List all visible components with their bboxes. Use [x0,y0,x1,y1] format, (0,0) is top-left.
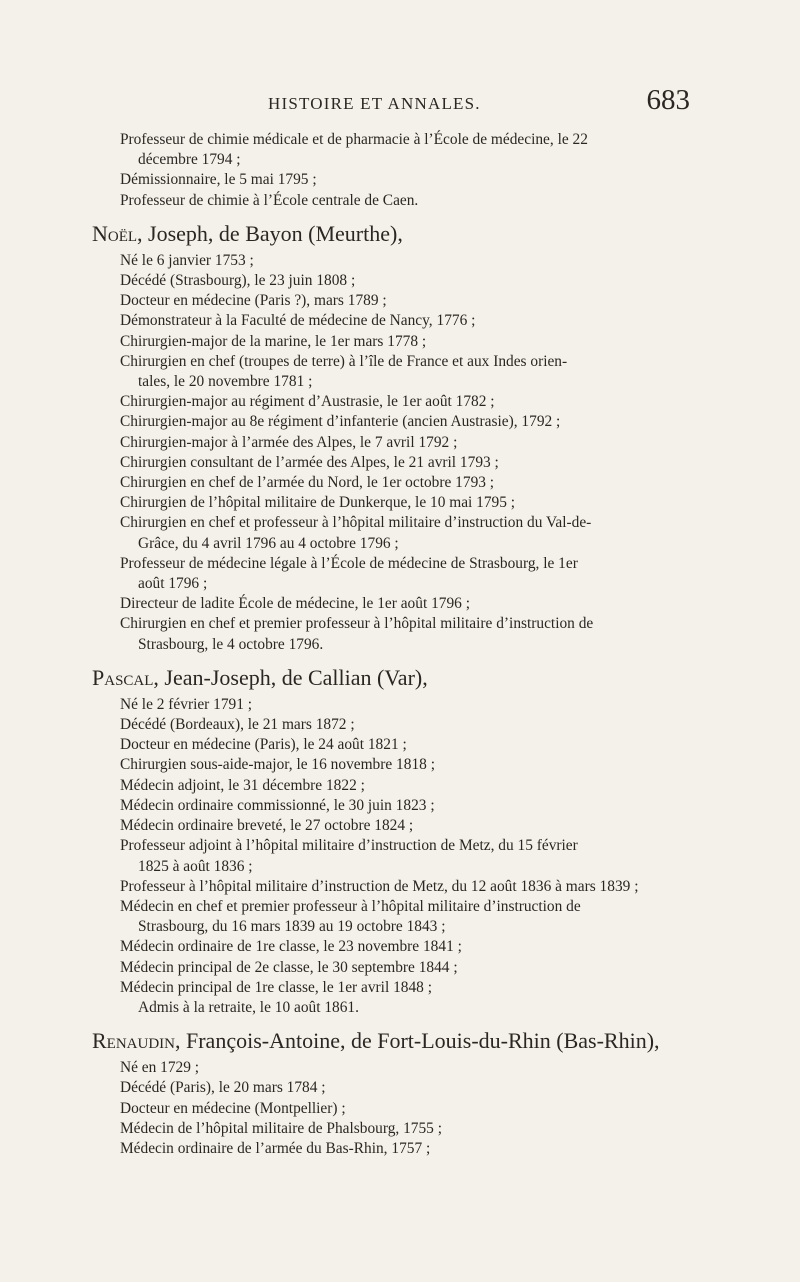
entry-surname: Noël [92,220,138,246]
text-line: Chirurgien-major de la marine, le 1er mars 1778 ; [120,332,427,350]
text-line: Admis à la retraite, le 10 août 1861. [138,998,359,1016]
text-line: Chirurgien-major au régiment d’Austrasie, le 1er août 1782 ; [120,393,495,411]
page-header [120,84,690,120]
text-line: Professeur de chimie médicale et de pharmacie à l’École de médecine, le 22 [120,131,588,148]
text-line: Chirurgien en chef de l’armée du Nord, le 1er octobre 1793 ; [120,474,495,492]
text-line: Né le 6 janvier 1753 ; [120,251,254,269]
text-line: Chirurgien-major au 8e régiment d’infanterie (ancien Austrasie), 1792 ; [120,413,561,431]
entry-heading [92,221,690,247]
text-line: août 1796 ; [138,575,208,593]
biography-entry [92,221,690,655]
text-line: 1825 à août 1836 ; [138,857,253,875]
entry-heading [92,1028,690,1054]
text-line: Directeur de ladite École de médecine, le 1er août 1796 ; [120,595,470,613]
text-line: Médecin ordinaire commissionné, le 30 juin 1823 ; [120,796,435,814]
text-line: Professeur à l’hôpital militaire d’instruction de Metz, du 12 août 1836 à mars 1839 ; [120,877,639,895]
text-line: Médecin en chef et premier professeur à l’hôpital militaire d’instruction de [120,897,581,915]
text-line: Professeur adjoint à l’hôpital militaire d’instruction de Metz, du 15 février [120,837,578,855]
text-line: Né le 2 février 1791 ; [120,695,253,713]
text-line: Docteur en médecine (Paris), le 24 août 1821 ; [120,736,407,754]
text-line: Strasbourg, du 16 mars 1839 au 19 octobre 1843 ; [138,918,446,936]
text-line: Médecin adjoint, le 31 décembre 1822 ; [120,776,365,794]
text-line: Médecin ordinaire de l’armée du Bas-Rhin, 1757 ; [120,1139,431,1157]
running-title: HISTOIRE ET ANNALES. [268,94,481,113]
entry-heading [92,665,690,691]
text-line: Chirurgien en chef et premier professeur à l’hôpital militaire d’instruction de [120,615,594,633]
text-line: Chirurgien en chef et professeur à l’hôpital militaire d’instruction du Val-de- [120,514,592,532]
text-line: Décédé (Paris), le 20 mars 1784 ; [120,1079,326,1097]
text-line: Né en 1729 ; [120,1059,200,1077]
entry-origin: , Joseph, de Bayon (Meurthe), [137,220,403,246]
entry-surname: Pascal [92,664,154,690]
text-line: Médecin principal de 2e classe, le 30 septembre 1844 ; [120,958,458,976]
text-line: Médecin de l’hôpital militaire de Phalsbourg, 1755 ; [120,1119,443,1137]
text-line: tales, le 20 novembre 1781 ; [138,373,313,391]
text-line: Décédé (Strasbourg), le 23 juin 1808 ; [120,272,356,290]
entry-surname: Renaudin [92,1028,175,1054]
page-content [92,130,690,1159]
text-line: Démissionnaire, le 5 mai 1795 ; [120,171,317,189]
text-line: Professeur de chimie à l’École centrale de Caen. [120,191,419,209]
text-line: Professeur de médecine légale à l’École de médecine de Strasbourg, le 1er [120,554,578,572]
entry-origin: , François-Antoine, de Fort-Louis-du-Rhin (Bas-Rhin), [175,1028,660,1054]
page-number: 683 [646,84,690,116]
text-line: Docteur en médecine (Montpellier) ; [120,1099,346,1117]
text-line: Chirurgien consultant de l’armée des Alpes, le 21 avril 1793 ; [120,453,499,471]
text-line: décembre 1794 ; [138,151,241,169]
text-line: Chirurgien de l’hôpital militaire de Dunkerque, le 10 mai 1795 ; [120,494,516,512]
text-line: Chirurgien sous-aide-major, le 16 novembre 1818 ; [120,756,435,774]
text-line: Docteur en médecine (Paris ?), mars 1789 ; [120,292,387,310]
biography-entry [92,665,690,1018]
text-line: Chirurgien-major à l’armée des Alpes, le 7 avril 1792 ; [120,433,458,451]
entry-origin: , Jean-Joseph, de Callian (Var), [153,664,428,690]
text-line: Chirurgien en chef (troupes de terre) à l’île de France et aux Indes orien- [120,352,568,370]
text-line: Médecin ordinaire de 1re classe, le 23 novembre 1841 ; [120,938,462,956]
biography-entry [92,1028,690,1159]
text-line: Démonstrateur à la Faculté de médecine de Nancy, 1776 ; [120,312,476,330]
text-line: Grâce, du 4 avril 1796 au 4 octobre 1796 ; [138,534,399,552]
text-line: Décédé (Bordeaux), le 21 mars 1872 ; [120,716,355,734]
text-line: Médecin ordinaire breveté, le 27 octobre 1824 ; [120,817,414,835]
text-line: Médecin principal de 1re classe, le 1er avril 1848 ; [120,978,432,996]
text-line: Strasbourg, le 4 octobre 1796. [138,635,324,653]
